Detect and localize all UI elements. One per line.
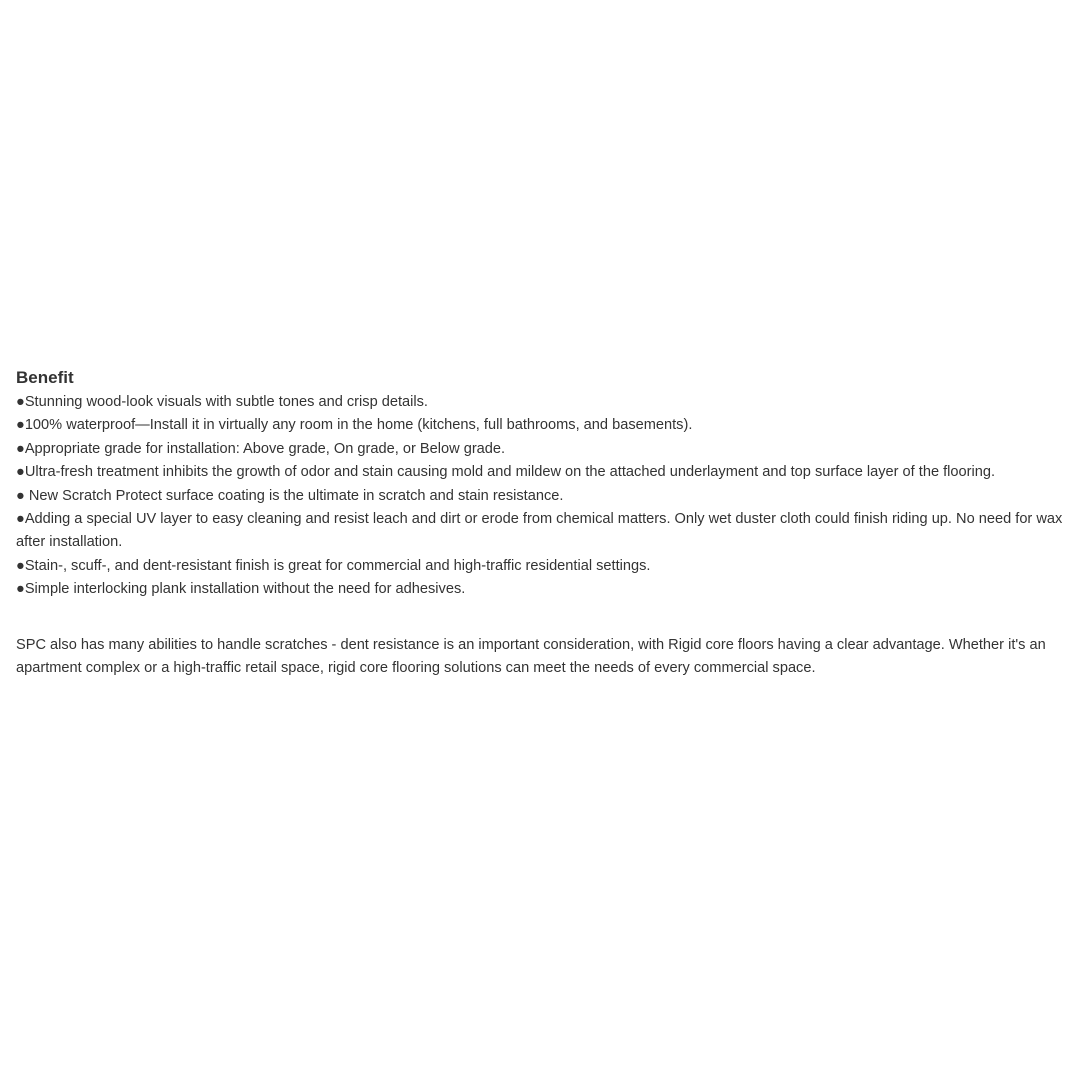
benefit-item: ●Appropriate grade for installation: Above grade, On grade, or Below grade.: [16, 440, 506, 457]
spc-description-paragraph: SPC also has many abilities to handle scratches - dent resistance is an important consideration, with Rigid core floors having a clear advantage. Whether it's an apartment complex or a high-traffic retail space, rigid core flooring solutions can meet the needs of every commercial space.: [16, 636, 1046, 677]
benefit-content: [16, 366, 1072, 680]
benefit-item: ● New Scratch Protect surface coating is the ultimate in scratch and stain resistance.: [16, 487, 564, 504]
benefit-item: ●Simple interlocking plank installation without the need for adhesives.: [16, 581, 466, 598]
section-title: Benefit: [16, 368, 74, 387]
benefit-item: ●Adding a special UV layer to easy cleaning and resist leach and dirt or erode from chemical matters. Only wet duster cloth could finish riding up. No need for wax after installation.: [16, 511, 1063, 551]
benefit-item: ●Stain-, scuff-, and dent-resistant finish is great for commercial and high-traffic residential settings.: [16, 557, 651, 574]
benefit-item: ●100% waterproof—Install it in virtually any room in the home (kitchens, full bathrooms, and basements).: [16, 417, 693, 434]
benefit-item: ●Ultra-fresh treatment inhibits the growth of odor and stain causing mold and mildew on the attached underlayment and top surface layer of the flooring.: [16, 464, 996, 481]
benefit-item: ●Stunning wood-look visuals with subtle tones and crisp details.: [16, 394, 428, 410]
benefit-list: [16, 391, 1072, 602]
